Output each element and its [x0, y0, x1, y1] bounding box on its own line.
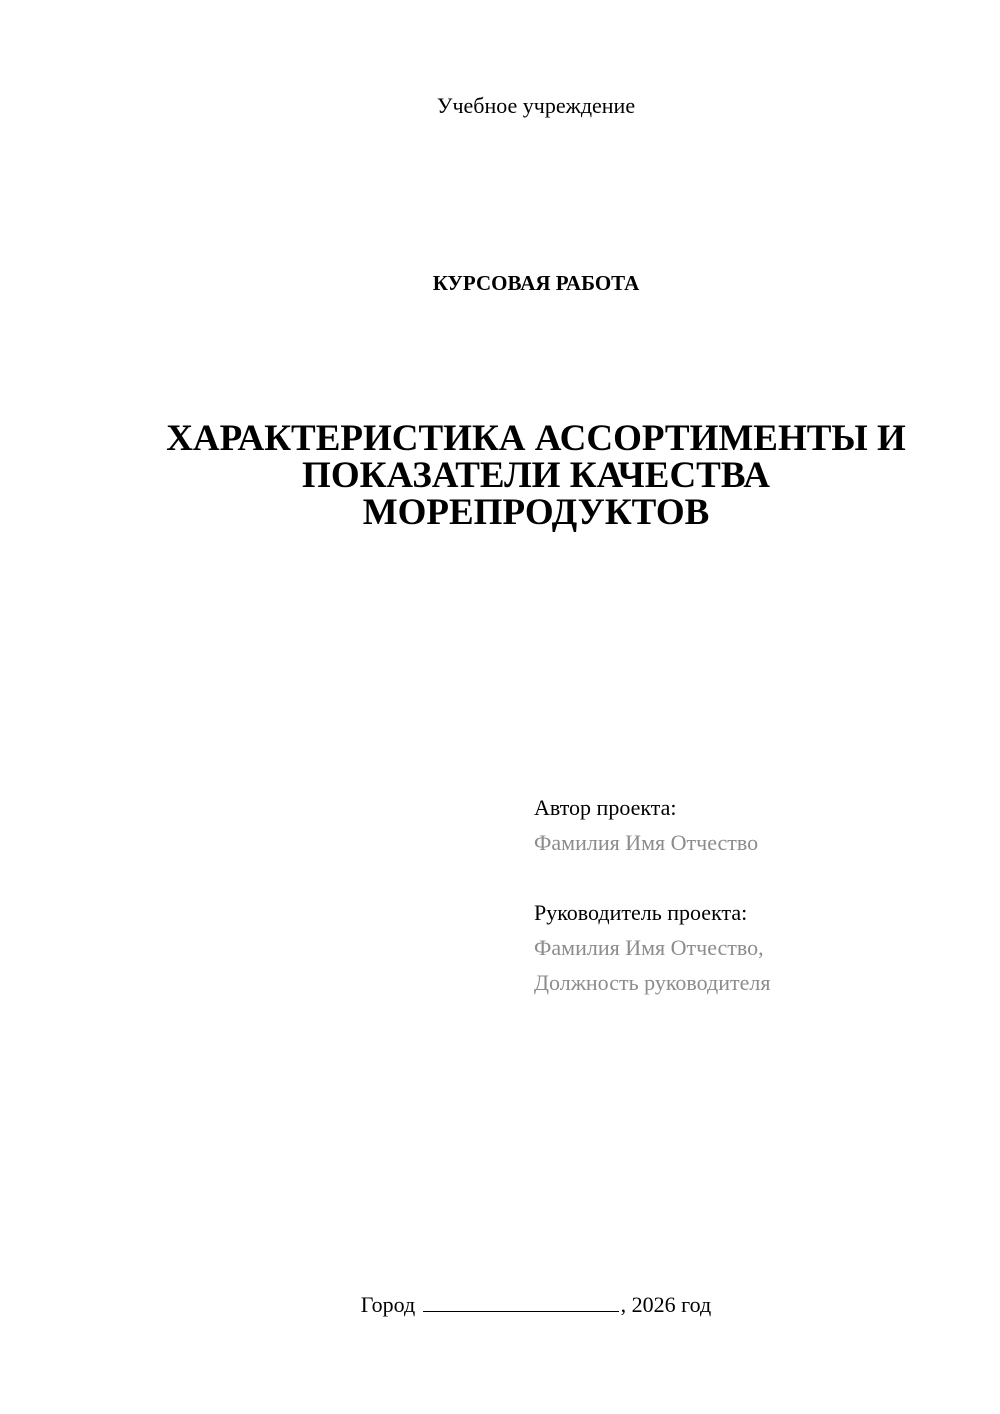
credits-block [534, 790, 770, 1000]
city-year-line [0, 1290, 1000, 1320]
supervisor-position: Должность руководителя [534, 970, 771, 995]
title-line: ПОКАЗАТЕЛИ КАЧЕСТВА [302, 455, 770, 496]
city-label: Город [360, 1292, 416, 1317]
author-name: Фамилия Имя Отчество [534, 830, 759, 855]
title-line: МОРЕПРОДУКТОВ [362, 492, 710, 533]
credits-spacer [534, 860, 770, 895]
institution-name: Учебное учреждение [436, 93, 636, 118]
city-blank-line [423, 1291, 619, 1312]
title-line: ХАРАКТЕРИСТИКА АССОРТИМЕНТЫ И [166, 418, 906, 459]
document-type: КУРСОВАЯ РАБОТА [432, 271, 640, 295]
year-text: , 2026 год [620, 1292, 712, 1317]
supervisor-name: Фамилия Имя Отчество, [534, 935, 764, 960]
document-title [0, 420, 1000, 531]
author-label: Автор проекта: [534, 795, 677, 820]
supervisor-label: Руководитель проекта: [534, 900, 748, 925]
